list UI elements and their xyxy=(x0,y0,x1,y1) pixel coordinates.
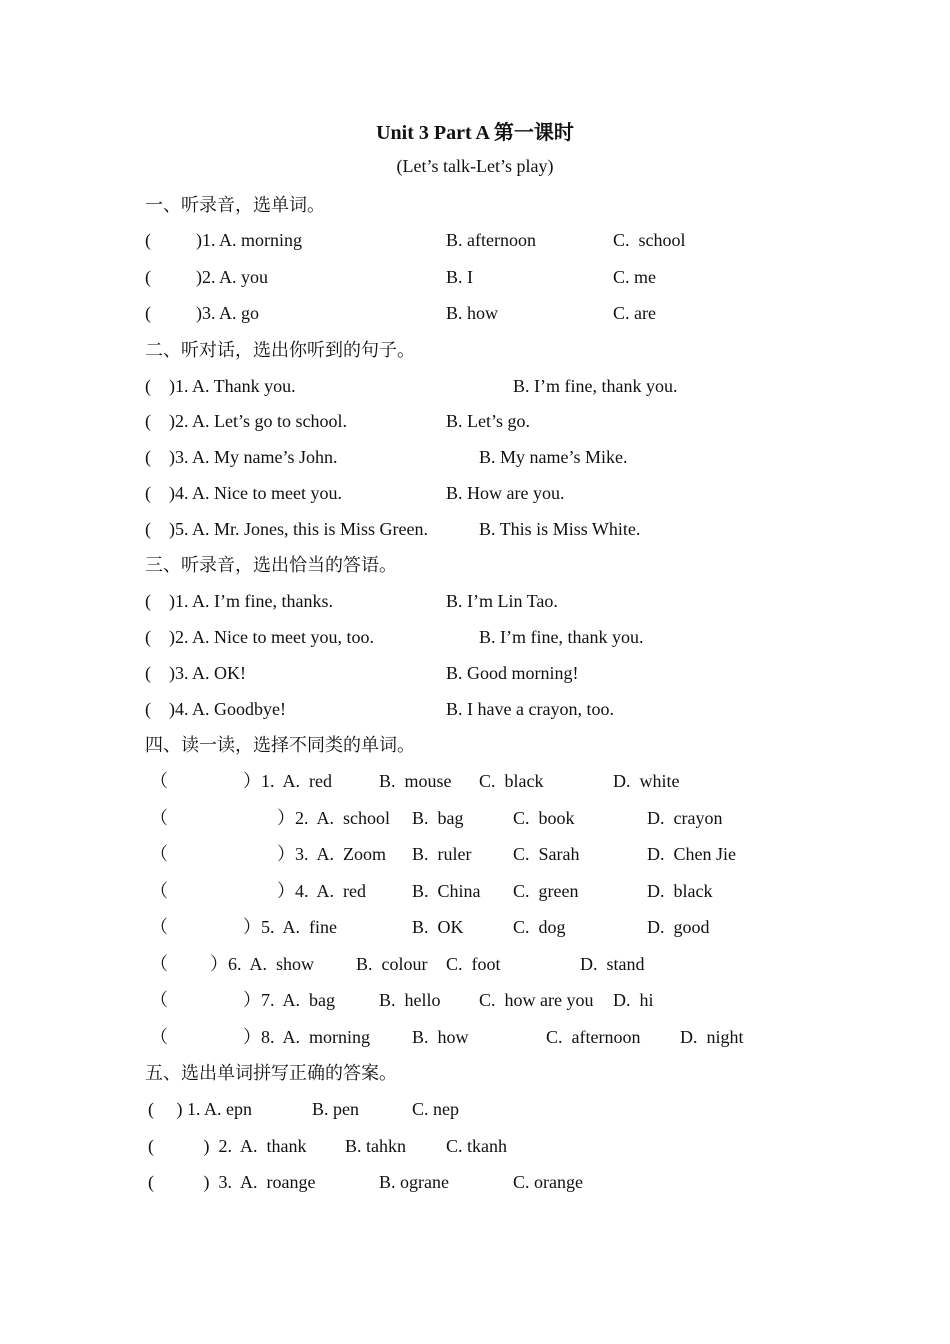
s4-q3-option-c: C. Sarah xyxy=(513,844,580,864)
s4-q8-option-d: D. night xyxy=(680,1027,744,1047)
s1-q3-option-b: B. how xyxy=(446,303,499,323)
s4-q2-option-b: B. bag xyxy=(412,808,464,828)
s4-q5-option-c: C. dog xyxy=(513,917,566,937)
s4-q6-option-a: ）6. A. show xyxy=(210,954,315,974)
s4-q1-open: （ xyxy=(150,771,168,791)
s5-q1-prompt: ( ) 1. A. epn xyxy=(148,1099,252,1119)
s3-q3-option-b: B. Good morning! xyxy=(446,663,579,683)
section-3-heading: 三、听录音，选出恰当的答语。 xyxy=(145,555,397,575)
s5-q3-prompt: ( ) 3. A. roange xyxy=(148,1172,316,1192)
s4-q1-option-c: C. black xyxy=(479,771,544,791)
s4-q4-option-b: B. China xyxy=(412,881,481,901)
s4-q5-option-b: B. OK xyxy=(412,917,464,937)
s2-q5-prompt: ( )5. A. Mr. Jones, this is Miss Green. xyxy=(145,519,428,539)
s4-q1-option-b: B. mouse xyxy=(379,771,452,791)
s2-q4-option-b: B. How are you. xyxy=(446,483,565,503)
s2-q1-option-b: B. I’m fine, thank you. xyxy=(513,376,678,396)
s1-q3-prompt: ( )3. A. go xyxy=(145,303,259,323)
s4-q6-option-d: D. stand xyxy=(580,954,645,974)
s5-q1-option-c: C. nep xyxy=(412,1099,459,1119)
s3-q2-prompt: ( )2. A. Nice to meet you, too. xyxy=(145,627,374,647)
section-5-heading: 五、选出单词拼写正确的答案。 xyxy=(145,1063,397,1083)
s5-q1-option-b: B. pen xyxy=(312,1099,359,1119)
s3-q4-option-b: B. I have a crayon, too. xyxy=(446,699,614,719)
s5-q2-option-c: C. tkanh xyxy=(446,1136,507,1156)
s4-q7-option-a: ）7. A. bag xyxy=(243,990,335,1010)
section-1-heading: 一、听录音，选单词。 xyxy=(145,195,325,215)
s4-q6-option-b: B. colour xyxy=(356,954,428,974)
s4-q2-option-c: C. book xyxy=(513,808,575,828)
s4-q2-option-a: ）2. A. school xyxy=(277,808,391,828)
s3-q3-prompt: ( )3. A. OK! xyxy=(145,663,246,683)
s3-q4-prompt: ( )4. A. Goodbye! xyxy=(145,699,286,719)
s4-q3-open: （ xyxy=(150,844,168,864)
s5-q2-option-b: B. tahkn xyxy=(345,1136,406,1156)
s1-q3-option-c: C. are xyxy=(613,303,656,323)
s4-q7-open: （ xyxy=(150,990,168,1010)
s4-q8-option-a: ）8. A. morning xyxy=(243,1027,371,1047)
s4-q5-option-a: ）5. A. fine xyxy=(243,917,337,937)
s2-q1-prompt: ( )1. A. Thank you. xyxy=(145,376,296,396)
s3-q1-prompt: ( )1. A. I’m fine, thanks. xyxy=(145,591,333,611)
s1-q2-prompt: ( )2. A. you xyxy=(145,267,268,287)
s3-q1-option-b: B. I’m Lin Tao. xyxy=(446,591,558,611)
s4-q3-option-b: B. ruler xyxy=(412,844,472,864)
page-title: Unit 3 Part A 第一课时 xyxy=(376,122,574,144)
s1-q1-option-c: C. school xyxy=(613,230,686,250)
s4-q8-open: （ xyxy=(150,1027,168,1047)
s4-q6-option-c: C. foot xyxy=(446,954,501,974)
s1-q2-option-c: C. me xyxy=(613,267,656,287)
s4-q7-option-c: C. how are you xyxy=(479,990,594,1010)
s4-q4-option-d: D. black xyxy=(647,881,713,901)
s4-q7-option-d: D. hi xyxy=(613,990,654,1010)
s4-q4-option-a: ）4. A. red xyxy=(277,881,366,901)
s2-q5-option-b: B. This is Miss White. xyxy=(479,519,641,539)
s5-q3-option-c: C. orange xyxy=(513,1172,583,1192)
s4-q1-option-a: ）1. A. red xyxy=(243,771,332,791)
s4-q2-open: （ xyxy=(150,808,168,828)
section-2-heading: 二、听对话，选出你听到的句子。 xyxy=(145,340,415,360)
s4-q7-option-b: B. hello xyxy=(379,990,441,1010)
section-4-heading: 四、读一读，选择不同类的单词。 xyxy=(145,735,415,755)
s5-q3-option-b: B. ograne xyxy=(379,1172,449,1192)
s4-q6-open: （ xyxy=(150,954,168,974)
s1-q2-option-b: B. I xyxy=(446,267,473,287)
s1-q1-option-b: B. afternoon xyxy=(446,230,536,250)
s3-q2-option-b: B. I’m fine, thank you. xyxy=(479,627,644,647)
page-subtitle: (Let’s talk-Let’s play) xyxy=(396,156,554,176)
s2-q2-prompt: ( )2. A. Let’s go to school. xyxy=(145,411,347,431)
s4-q8-option-c: C. afternoon xyxy=(546,1027,641,1047)
s4-q5-option-d: D. good xyxy=(647,917,710,937)
s4-q4-open: （ xyxy=(150,881,168,901)
s4-q1-option-d: D. white xyxy=(613,771,680,791)
s4-q3-option-d: D. Chen Jie xyxy=(647,844,736,864)
s4-q4-option-c: C. green xyxy=(513,881,579,901)
s2-q4-prompt: ( )4. A. Nice to meet you. xyxy=(145,483,342,503)
s2-q3-prompt: ( )3. A. My name’s John. xyxy=(145,447,338,467)
s2-q2-option-b: B. Let’s go. xyxy=(446,411,530,431)
s4-q3-option-a: ）3. A. Zoom xyxy=(277,844,387,864)
s2-q3-option-b: B. My name’s Mike. xyxy=(479,447,628,467)
s4-q8-option-b: B. how xyxy=(412,1027,469,1047)
s4-q5-open: （ xyxy=(150,917,168,937)
s4-q2-option-d: D. crayon xyxy=(647,808,723,828)
s5-q2-prompt: ( ) 2. A. thank xyxy=(148,1136,307,1156)
s1-q1-prompt: ( )1. A. morning xyxy=(145,230,302,250)
